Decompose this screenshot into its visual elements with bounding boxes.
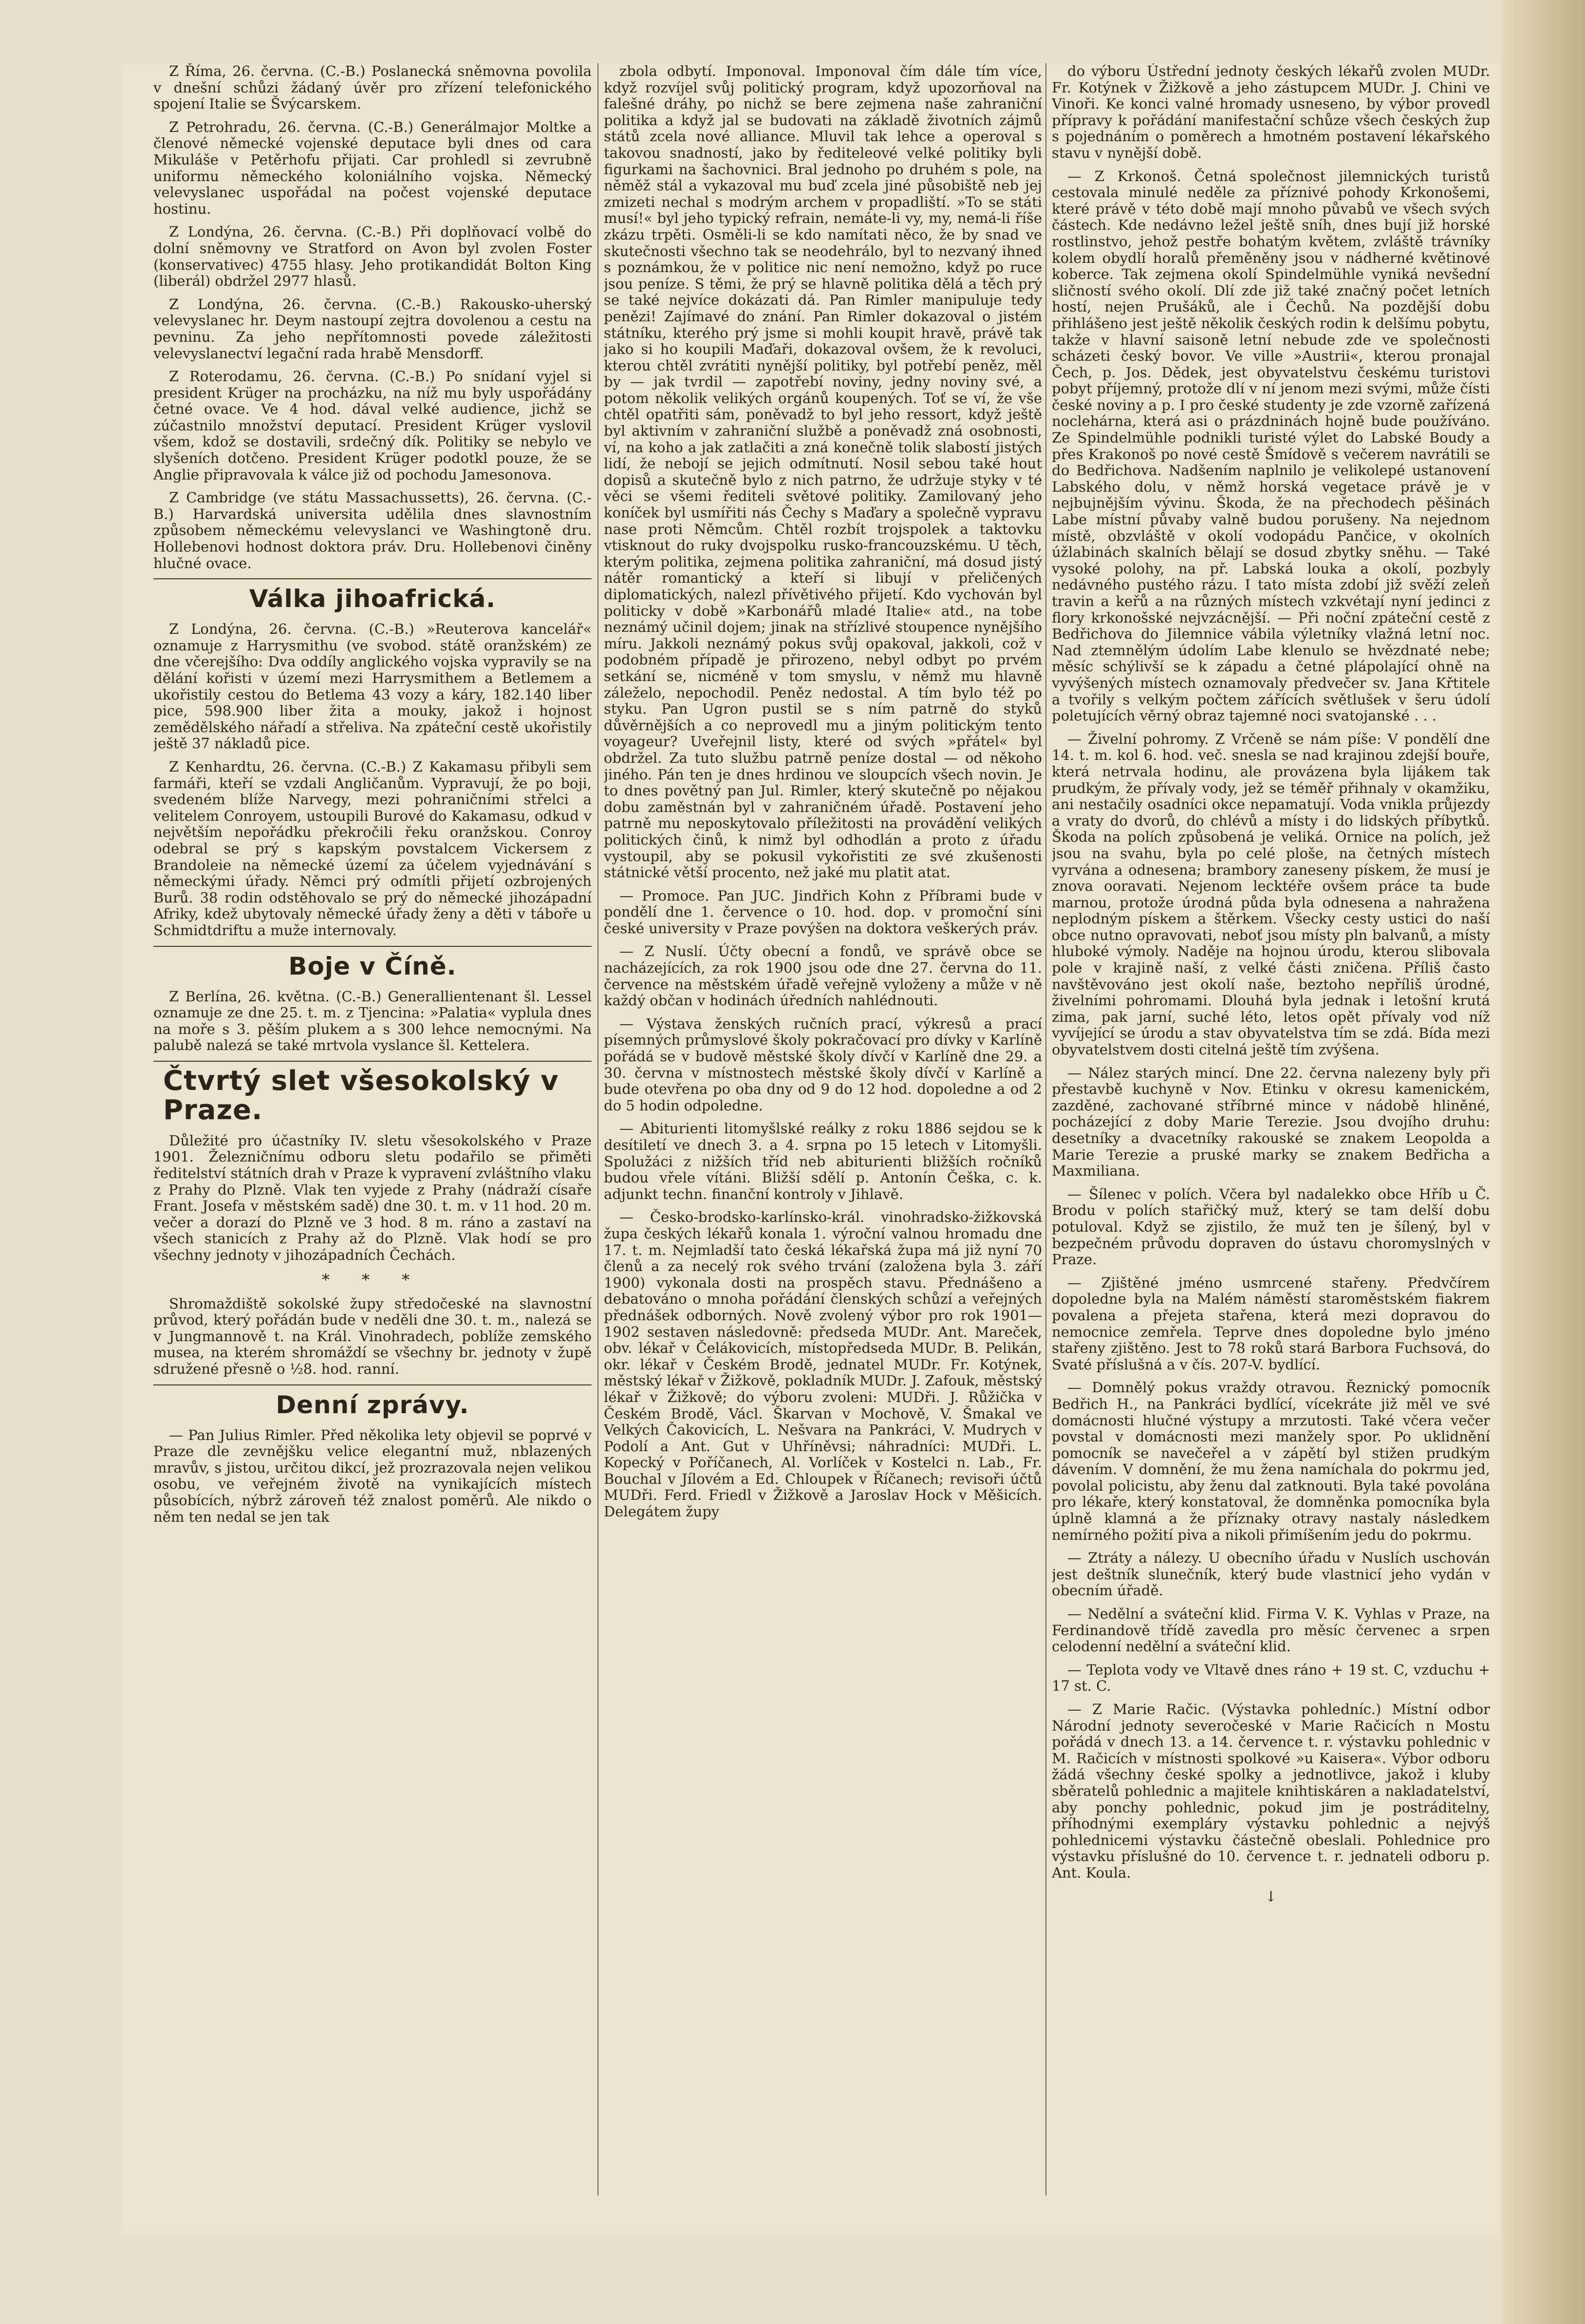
- section-heading-sokol: Čtvrtý slet všesokolský v Praze.: [153, 1061, 592, 1125]
- news-berlin: Z Berlína, 26. května. (C.-B.) Generallientenant šl. Lessel oznamuje ze dne 25. t. m. z Tjencina: »Palatia« vyplula dnes na moře s 3. pěším plukem a s 300 lehce nemocnými. Na palubě nalezá se také mrtvola vyslance šl. Kettelera.: [153, 988, 592, 1054]
- news-london-election: Z Londýna, 26. června. (C.-B.) Při doplňovací volbě do dolní sněmovny ve Stratford on Avon byl zvolen Foster (konservativec) 4755 hlasy. Jeho protikandidát Bolton King (liberál) obdržel 2977 hlasů.: [153, 223, 592, 290]
- section-heading-south-african-war: Válka jihoafrická.: [153, 578, 592, 613]
- news-poisoning: — Domnělý pokus vraždy otravou. Řeznický pomocník Bedřich H., na Pankráci bydlící, vícekráte již měl ve své domácnosti hlučné výstupy a mrzutosti. Také včera večer povstal v domácnosti mezi manžely spor. Po uklidnění pomocník se navečeřel a v zápětí byl stižen prudkým dávením. V domnění, že mu žena namíchala do pokrmu jed, povolal policistu, aby ženu dal zatknouti. Byla také povolána pro lékaře, který konstatoval, že domněnka pomocníka byla úplně klamná a že příznaky otravy nastaly následkem nemírného požití piva a nikoli přimíšením jedu do pokrmu.: [1052, 1379, 1490, 1543]
- news-promotion: — Promoce. Pan JUC. Jindřich Kohn z Příbrami bude v pondělí dne 1. července o 10. hod. dop. v promoční síni české university v Praze povýšen na doktora veškerých práv.: [604, 887, 1042, 937]
- news-old-woman: — Zjištěné jméno usmrcené stařeny. Předvčírem dopoledne byla na Malém náměstí staroměstském fiakrem povalena a přejeta stařena, která mezi dopravou do nemocnice zemřela. Teprve dnes dopoledne bylo jméno stařeny zjištěno. Jest to 78 roků stará Barbora Fuchsová, do Svaté příslušná a v čís. 207-V. bydlící.: [1052, 1274, 1490, 1373]
- end-mark: ↓: [1265, 1888, 1277, 1905]
- news-litomysl-reunion: — Abiturienti litomyšlské reálky z roku 1886 sejdou se k desítiletí ve dnech 3. a 4. srpna po 15 letech v Litomyšli. Spolužáci z nižších tříd neb abiturienti bližších ročníků budou vřele vítáni. Bližší sdělí p. Antonín Češka, c. k. adjunkt techn. finanční kontroly v Jihlavě.: [604, 1120, 1042, 1202]
- sokol-gathering-notice: Shromaždiště sokolské župy středočeské na slavnostní průvod, který pořádán bude v neděli dne 30. t. m., nalezá se v Jungmannově t. na Král. Vinohradech, poblíže zemského musea, na kterém shromáždí se všechny br. jednoty v župě sdružené přesně o ½8. hod. ranní.: [153, 1295, 592, 1377]
- physicians-continued: do výboru Ústřední jednoty českých lékařů zvolen MUDr. Fr. Kotýnek v Žižkově a jeho zástupcem MUDr. J. Chini ve Vinoři. Ke konci valné hromady usneseno, by výbor provedl přípravy k pořádání manifestační schůze všech českých žup s pojednáním o poměrech a hmotném postavení lékařského stavu v nynější době.: [1052, 63, 1490, 161]
- news-physicians-district: — Česko-brodsko-karlínsko-král. vinohradsko-žižkovská župa českých lékařů konala 1. výroční valnou hromadu dne 17. t. m. Nejmladší tato česká lékařská župa má již nyní 70 členů a za necelý rok svého trvání (založena byla 3. září 1900) vykonala dosti na prospěch stavu. Přednášeno a debatováno o mnoha pořádání členských schůzí a veřejných přednášek odborných. Nově zvolený výbor pro rok 1901—1902 sestaven následovně: předseda MUDr. Ant. Mareček, obv. lékař v Čelákovicích, místopředseda MUDr. B. Pelikán, okr. lékař v Českém Brodě, jednatel MUDr. Fr. Kotýnek, městský lékař v Žižkově, pokladník MUDr. J. Zafouk, městský lékař v Žižkově; do výboru zvoleni: MUDři. J. Růžička v Českém Brodě, Václ. Škarvan v Mochově, V. Šmakal ve Velkých Čakovicích, L. Nešvara na Pankráci, V. Mudrych v Podolí a Ant. Gut v Uhříněvsi; náhradníci: MUDři. L. Kopecký v Poříčanech, Al. Vorlíček v Kostelci n. Lab., Fr. Bouchal v Jílovém a Ed. Chloupek v Říčanech; revisoři účtů MUDři. Ferd. Friedl v Žižkově a Jaroslav Hock v Měšicích. Delegátem župy: [604, 1209, 1042, 1520]
- column-1: [153, 63, 592, 2215]
- column-3: [1052, 63, 1490, 2215]
- news-rome: Z Říma, 26. června. (C.-B.) Poslanecká sněmovna povolila v dnešní schůzi žádaný úvěr pro zřízení telefonického spojení Italie se Švýcarskem.: [153, 63, 592, 112]
- news-kenhardt: Z Kenhardtu, 26. června. (C.-B.) Z Kakamasu přibyli sem farmáři, kteří se vzdali Angličanům. Vypravují, že po boji, svedeném blíže Narvegy, mezi pohraničními střelci a velitelem Conroyem, ustoupili Burové do Kakamasu, odkud v největším nepořádku překročili řeku oranžskou. Conroy odebral se prý s kapským povstalcem Vickersem z Brandoleie na německé území za účelem vyjednávání s německými úřady. Němci prý odmítli přijetí ozbrojených Burů. 38 rodin odstěhovalo se prý do německé jihozápadní Afriky, kdež ubytovaly německé úřady ženy a děti v táboře u Schmidtdriftu a muže internovaly.: [153, 758, 592, 939]
- rimler-continued: zbola odbytí. Imponoval. Imponoval čím dále tím více, když rozvíjel svůj politický program, když upozorňoval na falešné dráhy, po nichž se bere zejmena naše zahraniční politika a když jal se budovati na základě životních zájmů států zcela nové alliance. Mluvil tak lehce a operoval s takovou snadností, jako by řediteleové velké politiky byli figurkami na šachovnici. Bral jednoho po druhém s pole, na něměž stál a vykazoval mu buď zcela jiné působiště neb jej zmizeti nechal s modrým archem v propadliští. »To se státi musí!« byl jeho typický refrain, nemáte-li vy, my, nemá-li říše zkázu trpěti. Osměli-li se kdo namítati něco, že by snad ve skutečnosti všechno tak se neodehrálo, byl to nezvaný ihned s poznámkou, že v politice nic není nemožno, když po ruce jsou peníze. S těmi, že prý se hlavně politika dělá a těch prý se také nejvíce dokázati dá. Pan Rimler manipuluje tedy penězi! Zajímavé do znání. Pan Rimler dokazoval o jistém státníku, kterého prý jsme si mohli koupit hravě, právě tak jako si ho koupili Maďaři, dokazoval ovšem, že k revoluci, kterou chtěl zvrátiti nynější politiky, byl potřebí peněz, měl by — jak tvrdil — zapotřebí noviny, jedny noviny své, a potom několik velikých orgánů koupených. Toť se ví, že vše chtěl opatřiti sám, poněvadž to byl jeho ressort, když ještě byl aktivním v zahraniční službě a poněvadž zná osobnosti, ví, na koho a jak zatlačiti a zná konečně tolik slabostí jistých lidí, že nebojí se jejich odmítnutí. Nosil sebou také hout dopisů a skutečně bylo z nich patrno, že udržuje styky v té věci se všemi řediteli světové politiky. Zamilovaný jeho koníček byl usmířiti nás Čechy s Maďary a společně vypravu nase proti Němcům. Chtěl rozbít trojspolek a taktovku vtisknout do ruky dvojspolku rusko-francouzskému. U těch, kterým politika, zejmena politika zahraniční, má dosud jistý nátěr romantický a kteří si libují v přeličených diplomatických, nalezl přívětivého přijetí. Kdo vychován byl politicky v době »Karbonářů mladé Italie« atd., na tobe neznámý učinil dojem; jinak na střízlivé stoupence nynějšího míru. Jakkoli neznámý pokus svůj opakoval, jakkoli, což v podobném případě je přirozeno, nebyl odbyt po prvém setkání se, nicméně v tom smyslu, v němž mu hlavně záleželo, nepochodil. Peněz nedostal. A tím bylo též po styku. Pan Ugron pustil se s ním patrně do styků důvěrnějších a co neprovedl mu a jiným politickým tento voyageur? Uveřejnil listy, které od svých »přátel« byl obdržel. Za tuto službu patrně peníze dostal — od někoho jiného. Pán ten je dnes hrdinou ve sloupcích všech novin. Je to dnes povětný pan Jul. Rimler, který skutečně po nějakou dobu zaměstnán byl v zahraničném úřadě. Postavení jeho patrně mu neposkytovalo příležitosti na provádění velikých politických činů, k nimž byl odhodlán a proto z úřadu vystoupil, aby se pokusil vykořistiti ze své zkušenosti státnické větší procento, než jaké mu platit atat.: [604, 63, 1042, 881]
- news-postcard-exhibition: — Z Marie Račic. (Výstavka pohledníc.) Místní odbor Národní jednoty severočeské v Marie Račicích n Mostu pořádá v dnech 13. a 14. července t. r. výstavku pohlednic v M. Račicích v místnosti spolkové »u Kaisera«. Výbor odboru žádá všechny české spolky a jednotlivce, jakož i kluby sběratelů pohlednic a majitele knihtiskáren a nakladatelství, aby ponchy pohlednic, pokud jim je postráditelny, příhodnými exempláry výstavku pohlednic a nejvýš pohlednicemi výstavku částečně obeslali. Pohlednice pro výstavku příslušné do 10. července t. r. jednateli odboru p. Ant. Koula.: [1052, 1701, 1490, 1881]
- section-heading-daily-news: Denní zprávy.: [153, 1384, 592, 1420]
- column-2: [604, 63, 1042, 2215]
- news-rimler: — Pan Julius Rimler. Před několika lety objevil se poprvé v Praze dle zevnějšku velice elegantní muž, nblazených mravův, s jistou, určitou dikcí, jež prozrazovala nejen velikou osobu, ve veřejném životě na vynikajících místech působících, nýbrž zároveň též znalost poměrů. Ale nikdo o něm ten nedal se jen tak: [153, 1426, 592, 1525]
- news-exhibition-karlin: — Výstava ženských ručních prací, výkresů a prací písemných průmyslové školy pokračovací pro dívky v Karlíně pořádá se v budově městské školy dívčí v Karlíně dne 29. a 30. června v místnostech městské školy dívčí v Karlíně a bude otevřena po oba dny od 9 do 12 hod. dopoledne a od 2 do 5 hodin odpoledne.: [604, 1015, 1042, 1114]
- news-krkonose: — Z Krkonoš. Četná společnost jilemnických turistů cestovala minulé neděle za příznivé pohody Krkonošemi, které právě v této době mají mnoho půvabů ve všech svých částech. Kde nedávno ležel ještě sníh, dnes bují již horské rostlinstvo, jehož pestře bohatým květem, zvláště trávníky kolem obydlí horalů přeměněny jsou v nádherné květinové koberce. Tak zejmena okolí Spindelmühle vyniká nevšední sličností svého okolí. Dlí zde již také značný počet letních hostí, nejen Prušáků, ale i Čechů. Na pozdější dobu přihlášeno jest ještě několik českých rodin k delšímu pobytu, takže v hlavní saisoně letní nebude zde ve společnosti scházeti český bovor. Ve ville »Austrii«, kterou pronajal Čech, p. Jos. Dědek, jest obyvatelstvu českému turistovi pobyt příjemný, protože dlí v ní jenom mezi svými, může čísti české noviny a p. I pro české studenty je zde vzorně zařízená noclehárna, která asi o prázdninách hojně bude používáno. Ze Spindelmühle podnikli turisté výlet do Labské Boudy a přes Krakonoš po nové cestě Šmídově s večerem navrátili se do Bedřichova. Nadšením naplnilo je velikolepé ustanovení Labského dolu, v němž horská vegetace právě je v nejbujnějším vývinu. Škoda, že na přechodech pěšinách Labe místní půvaby valně budou porušeny. Na nejednom místě, obzvláště v okolí vodopádu Pančice, v okolních úžlabinách skalních bělají se dosud zbytky sněhu. — Také vysoké polohy, na př. Labská louka a okolí, pozbyly nedávného pustého rázu. I tato místa zdobí již svěží zeleň travin a keřů a na různých místech vzkvétají nyní jedinci z flory krkonošské nejvzácnější. — Při noční zpáteční cestě z Bedřichova do Jilemnice vábila výletníky vlažná letní noc. Nad ztemnělým údolím Labe klenulo se hvězdnaté nebe; měsíc schýlivší se k západu a četné plápolající ohně na vyvýšených místech oznamovaly předvečer sv. Jana Křtitele a tvořily s velkým počtem zářících světlušek v šeru údolí poletujících věrný obraz tajemné noci svatojanské . . .: [1052, 167, 1490, 724]
- page-binding-edge: [1502, 0, 1585, 2324]
- news-london-ambassador: Z Londýna, 26. června. (C.-B.) Rakousko-uherský velevyslanec hr. Deym nastoupí zejtra dovolenou a cestu na pevninu. Za jeho nepřítomnosti povede záležitosti velevyslanectví legační rada hrabě Mensdorff.: [153, 295, 592, 362]
- news-old-coins: — Nález starých mincí. Dne 22. června nalezeny byly při přestavbě kuchyně v Nov. Etinku v okresu kamenickém, zazděné, zachované stříbrné mince v nádobě hliněné, pocházející z doby Marie Terezie. Jsou dvojího druhu: desetníky a dvacetníky rakouské se znakem Leopolda a Marie Terezie a pruské marky se znakem Bedřicha a Maxmiliana.: [1052, 1064, 1490, 1180]
- section-heading-china: Boje v Číně.: [153, 946, 592, 981]
- news-nusle: — Z Nuslí. Účty obecní a fondů, ve správě obce se nacházejících, za rok 1900 jsou ode dne 27. června do 11. července na městském úřadě veřejně vyloženy a může v ně každý občan v hodinách úředních nahlédnouti.: [604, 943, 1042, 1009]
- news-water-temperature: — Teplota vody ve Vltavě dnes ráno + 19 st. C, vzduchu + 17 st. C.: [1052, 1661, 1490, 1695]
- news-rotterdam: Z Roterodamu, 26. června. (C.-B.) Po snídaní vyjel si president Krüger na procházku, na níž mu byly uspořádány četné ovace. Ve 4 hod. dával velké audience, jichž se zúčastnilo množství deputací. President Krüger vyslovil všem, kdož se dostavili, srdečný dík. Politiky se nebylo ve slyšeních dotčeno. President Krüger podotkl pouze, že se Anglie připravovala k válce již od pochodu Jamesonova.: [153, 368, 592, 483]
- column-rule: [1045, 63, 1046, 2195]
- news-cambridge: Z Cambridge (ve státu Massachussetts), 26. června. (C.-B.) Harvardská universita udělila dnes slavnostním způsobem německému velevyslanci ve Washingtoně dru. Hollebenovi hodnost doktora práv. Dru. Hollebenovi činěny hlučné ovace.: [153, 489, 592, 572]
- column-rule: [597, 63, 598, 2195]
- asterism: * * *: [321, 1270, 424, 1289]
- sokol-train-notice: Důležité pro účastníky IV. sletu všesokolského v Praze 1901. Železničnímu odboru sletu podařilo se přiměti ředitelství státních drah v Praze k vypravení zvláštního vlaku z Prahy do Plzně. Vlak ten vyjede z Prahy (nádraží císaře Frant. Josefa v městském sadě) dne 30. t. m. v 11 hod. 20 m. večer a dorazí do Plzně ve 3 hod. 8 m. ráno a zastaví na všech stanicích z Prahy až do Plzně. Vlak hodí se pro všechny jednoty v jihozápadních Čechách.: [153, 1132, 592, 1264]
- news-lost-found: — Ztráty a nálezy. U obecního úřadu v Nuslích uschován jest deštník slunečník, který bude vlastnicí jeho vydán v obecním úřadě.: [1052, 1549, 1490, 1599]
- newspaper-page: [122, 63, 1500, 2234]
- news-madman: — Šílenec v polích. Včera byl nadalekko obce Hříb u Č. Brodu v polích stařičký muž, který se tam delší dobu potuloval. Když se zjistilo, že muž ten je šílený, byl v bezpečném průvodu dopraven do ústavu choromyslných v Praze.: [1052, 1185, 1490, 1268]
- news-petersburg: Z Petrohradu, 26. června. (C.-B.) Generálmajor Moltke a členové německé vojenské deputace byli dnes od cara Mikuláše v Petěrhofu přijati. Car prohledl si zevrubně uniformu německého koloniálního vojska. Německý velevyslanec uspořádal na počest vojenské deputace hostinu.: [153, 118, 592, 217]
- news-sunday-rest: — Nedělní a sváteční klid. Firma V. K. Vyhlas v Praze, na Ferdinandově třídě zavedla pro měsíc červenec a srpen celodenní nedělní a sváteční klid.: [1052, 1605, 1490, 1655]
- news-storm: — Živelní pohromy. Z Vrčeně se nám píše: V pondělí dne 14. t. m. kol 6. hod. več. snesla se nad krajinou zdejší bouře, která netrvala hodinu, ale provázena byla lijákem tak prudkým, že přívaly vody, jež se téměř přihnaly v okamžiku, ani nestačily osadníci okce nepamatují. Voda vnikla průjezdy a vraty do dvorů, do chlévů a místy i do lidských příbytků. Škoda na polích způsobená je veliká. Ornice na polích, jež jsou na svahu, byla po celé ploše, na četných místech vyrvána a odnesena; brambory zaneseny pískem, že musí je znova ooravati. Nejenom lecktéře ovšem práce ta bude marnou, protože úrodná půda byla odnesena a nahražena neplodným pískem a štěrkem. Všecky cesty ustici do naší obce nutno opravovati, neboť jsou místy pln balvanů, a místy hluboké výmoly. Naděje na hojnou úrodu, kterou slibovala pole v krajině naší, z velké části zničena. Příliš často navštěvováno jest okolí naše, beztoho nepříliš úrodné, živelními pohromami. Dlouhá byla jednak i letošní krutá zima, pak jarní, suché léto, letos opět přívaly vod níž vyvíjející se úrodu a stav obyvatelstva tím se zdá. Bída mezi obyvatelstvem dosti citelná ještě tím zvýšena.: [1052, 730, 1490, 1058]
- news-harrysmith: Z Londýna, 26. června. (C.-B.) »Reuterova kancelář« oznamuje z Harrysmithu (ve svobod. státě oranžském) ze dne včerejšího: Dva oddíly anglického vojska vypravily se na dělání kořisti v území mezi Harrysmithem a Betlemem a ukořistily cestou do Betlema 43 vozy a káry, 182.140 liber pice, 598.900 liber žita a mouky, jakož i hojnost zemědělského nářadí a střeliva. Na zpáteční cestě ukořistily ještě 37 nákladů pice.: [153, 621, 592, 752]
